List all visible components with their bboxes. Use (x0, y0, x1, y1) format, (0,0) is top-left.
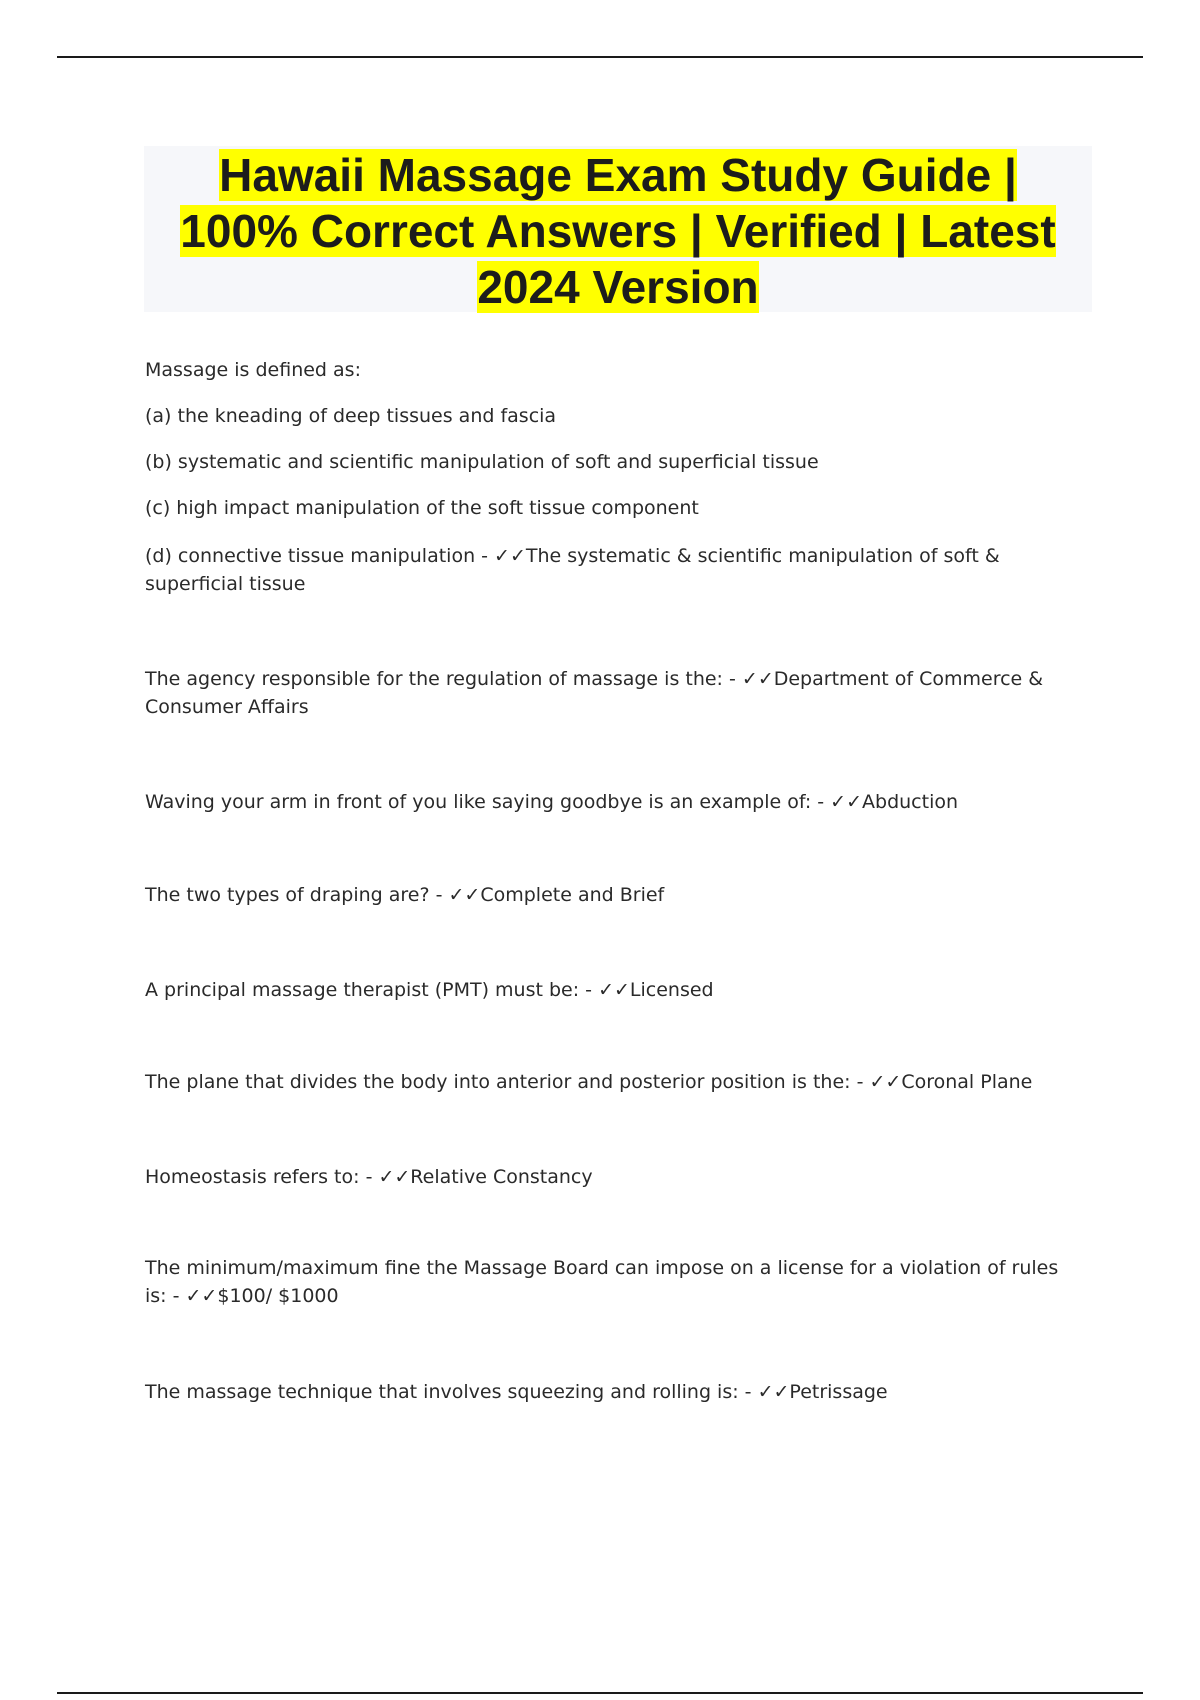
question-answer: The agency responsible for the regulation of massage is the: - ✓✓Department of Commerce & Consumer Affairs (145, 668, 1044, 718)
title-line-3: 2024 Version (477, 261, 759, 313)
answer-option: (a) the kneading of deep tissues and fascia (145, 405, 557, 427)
top-rule (57, 56, 1143, 58)
answer-option: (b) systematic and scientific manipulation of soft and superficial tissue (145, 451, 819, 473)
document-title (144, 146, 1092, 315)
question-answer: The two types of draping are? - ✓✓Complete and Brief (145, 884, 665, 906)
title-banner (144, 146, 1092, 312)
question-answer: The massage technique that involves squeezing and rolling is: - ✓✓Petrissage (145, 1381, 888, 1403)
title-line-1: Hawaii Massage Exam Study Guide | (219, 149, 1017, 201)
answer-option-with-answer: (d) connective tissue manipulation - ✓✓The systematic & scientific manipulation of soft & superficial tissue (145, 545, 1000, 595)
question-answer: The minimum/maximum fine the Massage Board can impose on a license for a violation of rules is: - ✓✓$100/ $1000 (145, 1257, 1059, 1307)
question-answer: A principal massage therapist (PMT) must be: - ✓✓Licensed (145, 979, 714, 1001)
question-answer: Waving your arm in front of you like saying goodbye is an example of: - ✓✓Abduction (145, 791, 959, 813)
bottom-rule (57, 1692, 1143, 1694)
question-stem: Massage is defined as: (145, 359, 361, 381)
question-answer: Homeostasis refers to: - ✓✓Relative Constancy (145, 1166, 593, 1188)
question-answer: The plane that divides the body into anterior and posterior position is the: - ✓✓Coronal Plane (145, 1071, 1033, 1093)
answer-option: (c) high impact manipulation of the soft tissue component (145, 497, 699, 519)
title-line-2: 100% Correct Answers | Verified | Latest (180, 205, 1056, 257)
